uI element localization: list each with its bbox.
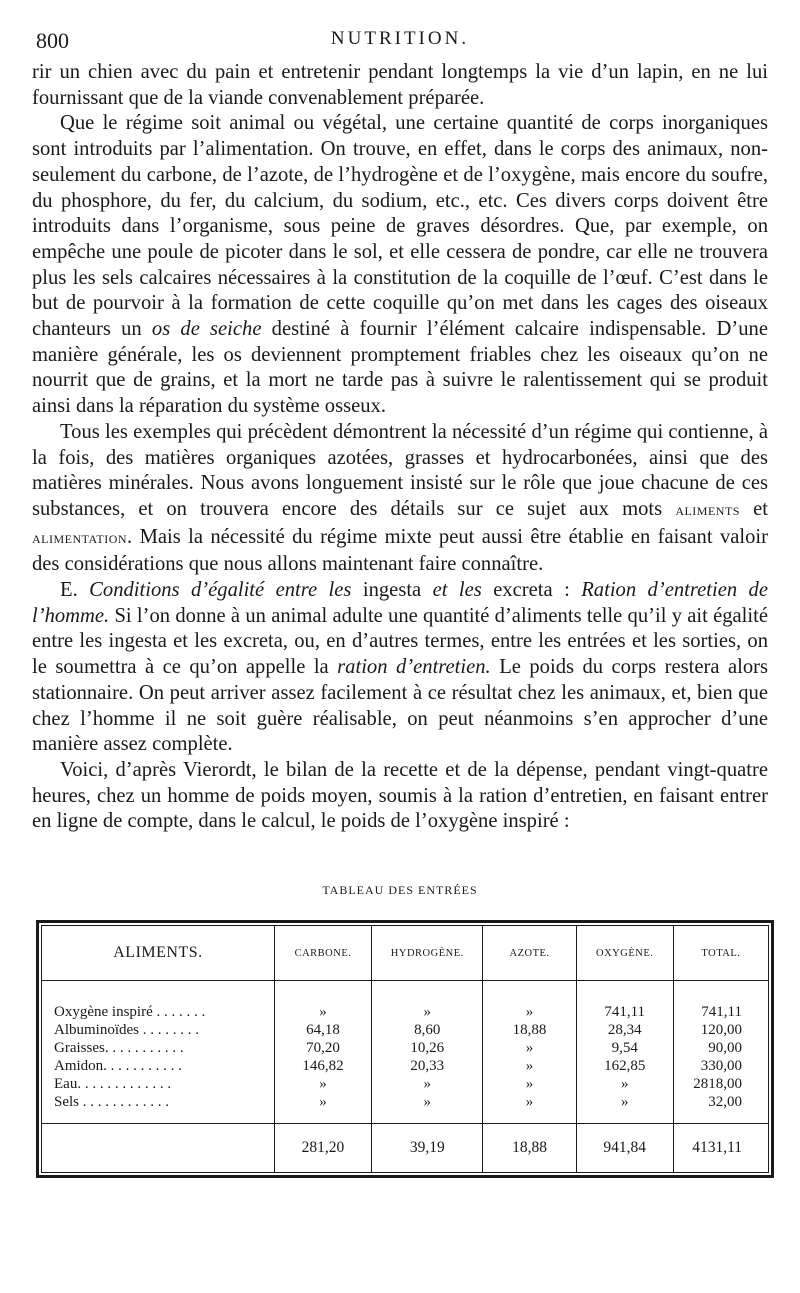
table-title: TABLEAU DES ENTRÉES [322, 883, 478, 898]
italic-text: ration d’entretien. [337, 656, 491, 679]
header-total: TOTAL. [673, 926, 768, 981]
page-number: 800 [36, 28, 69, 53]
text-run: Le poids du corps restera alors stationnaire. On peut arriver assez facilement à ce résultat chez les animaux, et, bien que chez l’homme il ne soit guère réalisable, on peut néanmoins s’en approcher d’une manière assez complète. [32, 656, 768, 756]
table-row [42, 981, 769, 1022]
text-run: et [739, 497, 768, 520]
table-cell: » [576, 1093, 673, 1124]
row-label: Sels . . . . . . . . . . . . [54, 1094, 170, 1111]
table-frame [36, 920, 774, 1178]
table-row [42, 1057, 769, 1075]
smallcaps-text: ALIMENTS [675, 503, 740, 518]
header-oxygene: OXYGÈNE. [576, 926, 673, 981]
paragraph [32, 60, 768, 111]
table-cell: 18,88 [483, 1021, 576, 1039]
total-cell: 941,84 [576, 1124, 673, 1173]
table-row [42, 1075, 769, 1093]
body-text [32, 60, 768, 835]
table-cell: » [576, 1075, 673, 1093]
total-cell: 4131,11 [673, 1124, 768, 1173]
text-run: . Mais la nécessité du régime mixte peut aussi être établie en faisant valoir des considérations que nous allons maintenant faire connaître. [32, 525, 768, 576]
table-cell: 90,00 [673, 1039, 768, 1057]
table-cell: » [483, 1039, 576, 1057]
table-row [42, 1093, 769, 1124]
table-cell: » [372, 1093, 483, 1124]
paragraph [32, 578, 768, 758]
italic-text: Conditions d’égalité entre les [89, 579, 352, 602]
total-cell: 18,88 [483, 1124, 576, 1173]
table-row [42, 1021, 769, 1039]
table-cell: 10,26 [372, 1039, 483, 1057]
totals-label [42, 1124, 275, 1173]
paragraph [32, 758, 768, 835]
text-run: destiné à fournir l’élément calcaire indispensable. D’une manière générale, les os deviennent promptement friables chez les oiseaux qu’on ne nourrit que de grains, et la mort ne tarde pas à suivre le ralentissement qui se produit ainsi dans la réparation du système osseux. [32, 318, 768, 418]
smallcaps-text: ALIMENTATION [32, 531, 128, 546]
table-cell: 8,60 [372, 1021, 483, 1039]
table-cell: » [372, 1075, 483, 1093]
table-cell: 70,20 [274, 1039, 371, 1057]
table-cell: » [274, 1093, 371, 1124]
italic-text: et les [432, 579, 482, 602]
table-cell: » [483, 1075, 576, 1093]
table-cell: 162,85 [576, 1057, 673, 1075]
paragraph [32, 420, 768, 578]
paragraph [32, 111, 768, 419]
header-aliments: ALIMENTS. [42, 926, 275, 981]
table-cell: » [483, 1093, 576, 1124]
page-header [32, 22, 768, 56]
table-cell: 28,34 [576, 1021, 673, 1039]
text-run: Si l’on donne à un animal adulte une quantité d’aliments telle qu’il y ait égalité entre les ingesta et les excreta, ou, en d’autres termes, entre les entrées et les sorties, on le soumettra à ce qu’on appelle la [32, 604, 768, 679]
table-cell: » [483, 1057, 576, 1075]
header-azote: AZOTE. [483, 926, 576, 981]
header-carbone: CARBONE. [274, 926, 371, 981]
row-label: Albuminoïdes . . . . . . . . [54, 1022, 199, 1039]
row-label: Eau. . . . . . . . . . . . . [54, 1076, 172, 1093]
table-cell: 20,33 [372, 1057, 483, 1075]
totals-row [42, 1124, 769, 1173]
table-cell: » [372, 981, 483, 1022]
table-cell: 330,00 [673, 1057, 768, 1075]
table-cell: 64,18 [274, 1021, 371, 1039]
text-run: Tous les exemples qui précèdent démontrent la nécessité d’un régime qui contienne, à la fois, des matières organiques azotées, grasses et hydrocarbonées, ainsi que des matières minérales. Nous avons longuement insisté sur le rôle que joue chacune de ces substances, et on trouvera encore des détails sur ce sujet aux mots [32, 420, 768, 520]
text-run: ingesta [351, 579, 433, 602]
header-hydrogene: HYDROGÈNE. [372, 926, 483, 981]
table-cell: 741,11 [576, 981, 673, 1022]
table-cell: 9,54 [576, 1039, 673, 1057]
table-cell: 146,82 [274, 1057, 371, 1075]
text-run: rir un chien avec du pain et entretenir pendant longtemps la vie d’un lapin, en ne lui fournissant que de la viande convenablement préparée. [32, 61, 768, 109]
row-label: Graisses. . . . . . . . . . . [54, 1040, 184, 1057]
table-header-row [42, 926, 769, 981]
total-cell: 281,20 [274, 1124, 371, 1173]
row-label: Oxygène inspiré . . . . . . . [54, 1004, 206, 1021]
table-cell: 120,00 [673, 1021, 768, 1039]
italic-text: Ration d’entretien de l’homme. [32, 579, 768, 627]
text-run: Que le régime soit animal ou végétal, une certaine quantité de corps inorganiques sont introduits par l’alimentation. On trouve, en effet, dans le corps des animaux, non-seulement du carbone, de l’azote, de l’hydrogène et de l’oxygène, mais encore du soufre, du phosphore, du fer, du calcium, du sodium, etc., etc. Ces divers corps doivent être introduits dans l’organisme, sous peine de graves désordres. Que, par exemple, on empêche une poule de picoter dans le sol, et elle cessera de pondre, car elle ne trouvera plus les sels calcaires nécessaires à la constitution de la coquille de l’œuf. C’est dans le but de pourvoir à la formation de cette coquille qu’on met dans les cages des oiseaux chanteurs un [32, 112, 768, 341]
table-cell: » [274, 981, 371, 1022]
table-cell: 32,00 [673, 1093, 768, 1124]
row-label: Amidon. . . . . . . . . . . [54, 1058, 182, 1075]
table-cell: 2818,00 [673, 1075, 768, 1093]
table-row [42, 1039, 769, 1057]
entries-table [41, 925, 769, 1173]
table-cell: 741,11 [673, 981, 768, 1022]
text-run: Voici, d’après Vierordt, le bilan de la recette et de la dépense, pendant vingt-quatre heures, chez un homme de poids moyen, soumis à la ration d’entretien, en faisant entrer en ligne de compte, dans le calcul, le poids de l’oxygène inspiré : [32, 758, 768, 833]
running-title: NUTRITION. [330, 28, 470, 49]
table-cell: » [274, 1075, 371, 1093]
table-cell: » [483, 981, 576, 1022]
table-body [42, 981, 769, 1173]
text-run: E. [60, 579, 90, 602]
italic-text: os de seiche [151, 318, 262, 341]
text-run: excreta : [481, 579, 582, 602]
total-cell: 39,19 [372, 1124, 483, 1173]
